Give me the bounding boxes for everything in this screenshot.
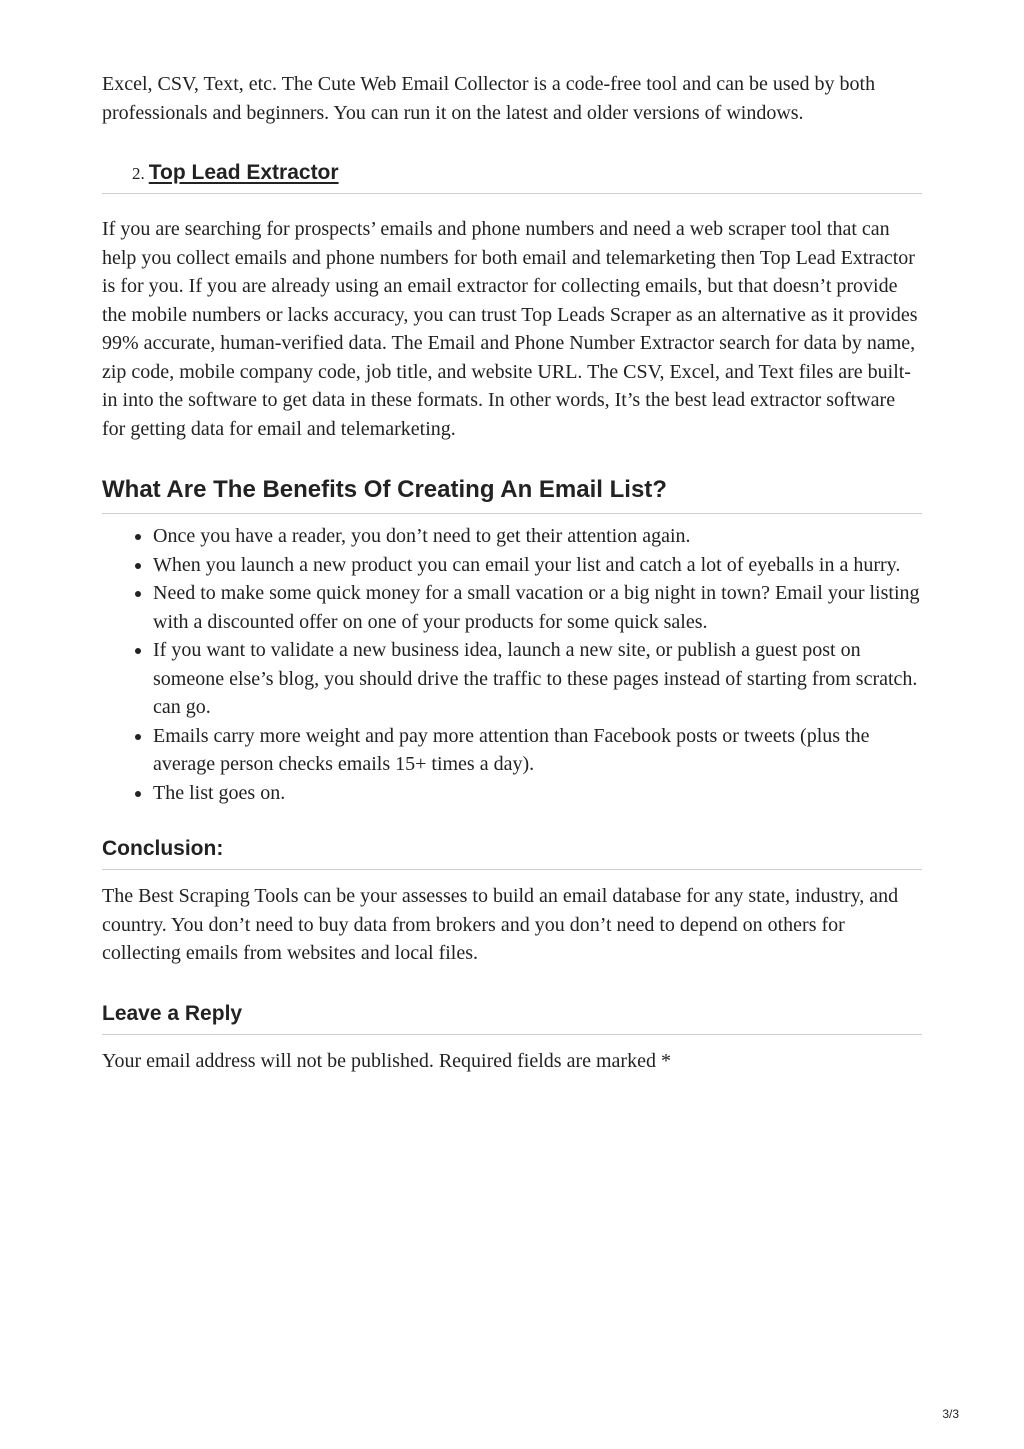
leave-reply-heading: Leave a Reply — [102, 1001, 922, 1035]
intro-paragraph: Excel, CSV, Text, etc. The Cute Web Email Collector is a code-free tool and can be used by both professionals and beginners. You can run it on the latest and older versions of windows. — [102, 73, 876, 124]
top-lead-extractor-link[interactable]: Top Lead Extractor — [148, 161, 339, 184]
list-item: • Once you have a reader, you don’t need to get their attention again. — [153, 522, 922, 551]
page-number: 3/3 — [942, 1407, 959, 1421]
list-item: • Need to make some quick money for a small vacation or a big night in town? Email your listing with a discounted offer on one of your products for some quick sales. — [153, 579, 922, 636]
conclusion-paragraph: The Best Scraping Tools can be your assesses to build an email database for any state, industry, and country. You don’t need to buy data from brokers and you don’t need to depend on others for collecting emails from websites and local files. — [102, 885, 899, 964]
reply-notice: Your email address will not be published. Required fields are marked * — [102, 1049, 671, 1072]
benefits-heading: What Are The Benefits Of Creating An Email List? — [102, 475, 922, 514]
lead-extractor-paragraph: If you are searching for prospects’ emails and phone numbers and need a web scraper tool that can help you collect emails and phone numbers for both email and telemarketing then Top Lead Extractor is for you. If you are already using an email extractor for collecting emails, but that doesn’t provide the mobile numbers or lacks accuracy, you can trust Top Leads Scraper as an alternative as it provides 99% accurate, human-verified data. The Email and Phone Number Extractor search for data by name, zip code, mobile company code, job title, and website URL. The CSV, Excel, and Text files are built-in into the software to get data in these formats. In other words, It’s the best lead extractor software for getting data for email and telemarketing. — [102, 218, 918, 440]
list-item: • Emails carry more weight and pay more attention than Facebook posts or tweets (plus the average person checks emails 15+ times a day). — [153, 722, 922, 779]
list-item: • If you want to validate a new business idea, launch a new site, or publish a guest post on someone else’s blog, you should drive the traffic to these pages instead of starting from scratch. can go. — [153, 636, 922, 722]
conclusion-heading: Conclusion: — [102, 836, 922, 870]
list-item: • The list goes on. — [153, 779, 922, 808]
list-number: 2. — [132, 164, 145, 183]
numbered-heading — [102, 161, 922, 194]
article-content — [102, 70, 922, 1075]
list-item: • When you launch a new product you can email your list and catch a lot of eyeballs in a hurry. — [153, 551, 922, 580]
benefits-list — [102, 522, 922, 807]
